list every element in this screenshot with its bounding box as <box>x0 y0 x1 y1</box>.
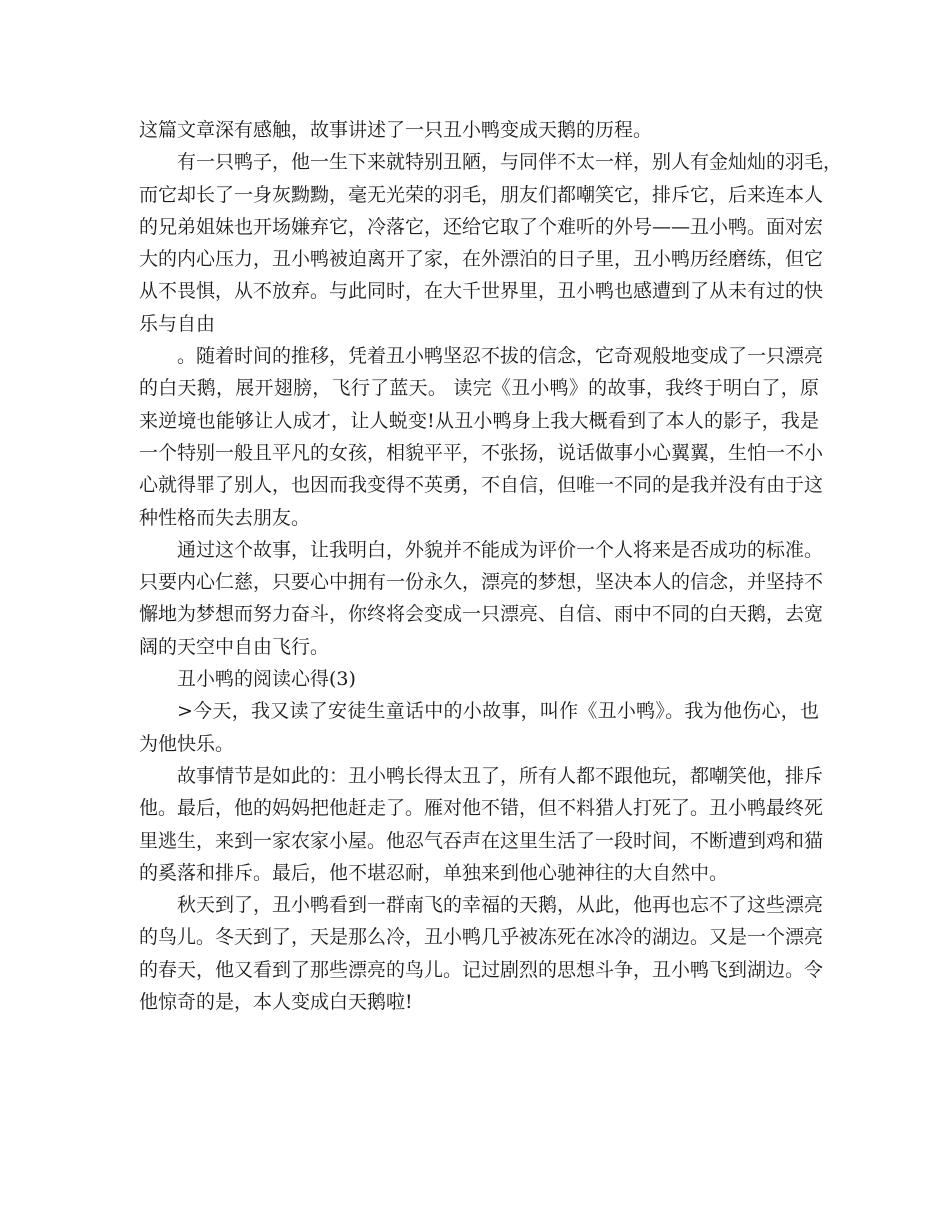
text-line: 秋天到了，丑小鸭看到一群南飞的幸福的天鹅，从此，他再也忘不了这些漂亮 <box>177 894 824 917</box>
text-line: 的兄弟姐妹也开场嫌弃它，冷落它，还给它取了个难听的外号——丑小鸭。面对宏 <box>139 215 824 238</box>
text-line: 而它却长了一身灰黝黝，毫无光荣的羽毛，朋友们都嘲笑它，排斥它，后来连本人 <box>139 183 824 206</box>
text-line: 他惊奇的是，本人变成白天鹅啦! <box>139 991 413 1014</box>
text-line: 里逃生，来到一家农家小屋。他忍气吞声在这里生活了一段时间，不断遭到鸡和猫 <box>139 829 824 852</box>
text-line: 这篇文章深有感触，故事讲述了一只丑小鸭变成天鹅的历程。 <box>139 119 653 141</box>
text-line: 。随着时间的推移，凭着丑小鸭坚忍不拔的信念，它奇观般地变成了一只漂亮 <box>177 345 824 368</box>
text-line: 只要内心仁慈，只要心中拥有一份永久，漂亮的梦想，坚决本人的信念，并坚持不 <box>139 571 824 594</box>
text-line: 心就得罪了别人，也因而我变得不英勇，不自信，但唯一不同的是我并没有由于这 <box>139 474 824 497</box>
text-line: 的春天，他又看到了那些漂亮的鸟儿。记过剧烈的思想斗争，丑小鸭飞到湖边。令 <box>139 958 824 981</box>
document-body <box>139 114 843 1018</box>
text-line: 一个特别一般且平凡的女孩，相貌平平，不张扬，说话做事小心翼翼，生怕一不小 <box>139 441 824 464</box>
text-line: 丑小鸭的阅读心得(3) <box>177 668 356 691</box>
text-line: 来逆境也能够让人成才，让人蜕变!从丑小鸭身上我大概看到了本人的影子，我是 <box>139 409 819 432</box>
text-line: 阔的天空中自由飞行。 <box>139 635 330 658</box>
text-line: 从不畏惧，从不放弃。与此同时，在大千世界里，丑小鸭也感遭到了从未有过的快 <box>139 280 824 303</box>
text-line: 的白天鹅，展开翅膀，飞行了蓝天。 读完《丑小鸭》的故事，我终于明白了，原 <box>139 377 819 400</box>
text-line: 通过这个故事，让我明白，外貌并不能成为评价一个人将来是否成功的标准。 <box>177 538 824 561</box>
text-line: 乐与自由 <box>139 312 216 335</box>
text-line: 有一只鸭子，他一生下来就特别丑陋，与同伴不太一样，别人有金灿灿的羽毛， <box>177 151 843 174</box>
text-line: 懈地为梦想而努力奋斗，你终将会变成一只漂亮、自信、雨中不同的白天鹅，去宽 <box>139 603 824 626</box>
text-line: 的鸟儿。冬天到了，天是那么冷，丑小鸭几乎被冻死在冰冷的湖边。又是一个漂亮 <box>139 926 824 949</box>
text-line: 的奚落和排斥。最后，他不堪忍耐，单独来到他心驰神往的大自然中。 <box>139 861 729 884</box>
text-line: 大的内心压力，丑小鸭被迫离开了家，在外漂泊的日子里，丑小鸭历经磨练，但它 <box>139 248 824 271</box>
text-line: >今天，我又读了安徒生童话中的小故事，叫作《丑小鸭》。我为他伤心，也 <box>177 700 819 723</box>
text-line: 为他快乐。 <box>139 732 235 755</box>
text-line: 故事情节是如此的：丑小鸭长得太丑了，所有人都不跟他玩，都嘲笑他，排斥 <box>177 764 824 787</box>
text-line: 种性格而失去朋友。 <box>139 506 311 529</box>
text-line: 他。最后，他的妈妈把他赶走了。雁对他不错，但不料猎人打死了。丑小鸭最终死 <box>139 797 824 820</box>
